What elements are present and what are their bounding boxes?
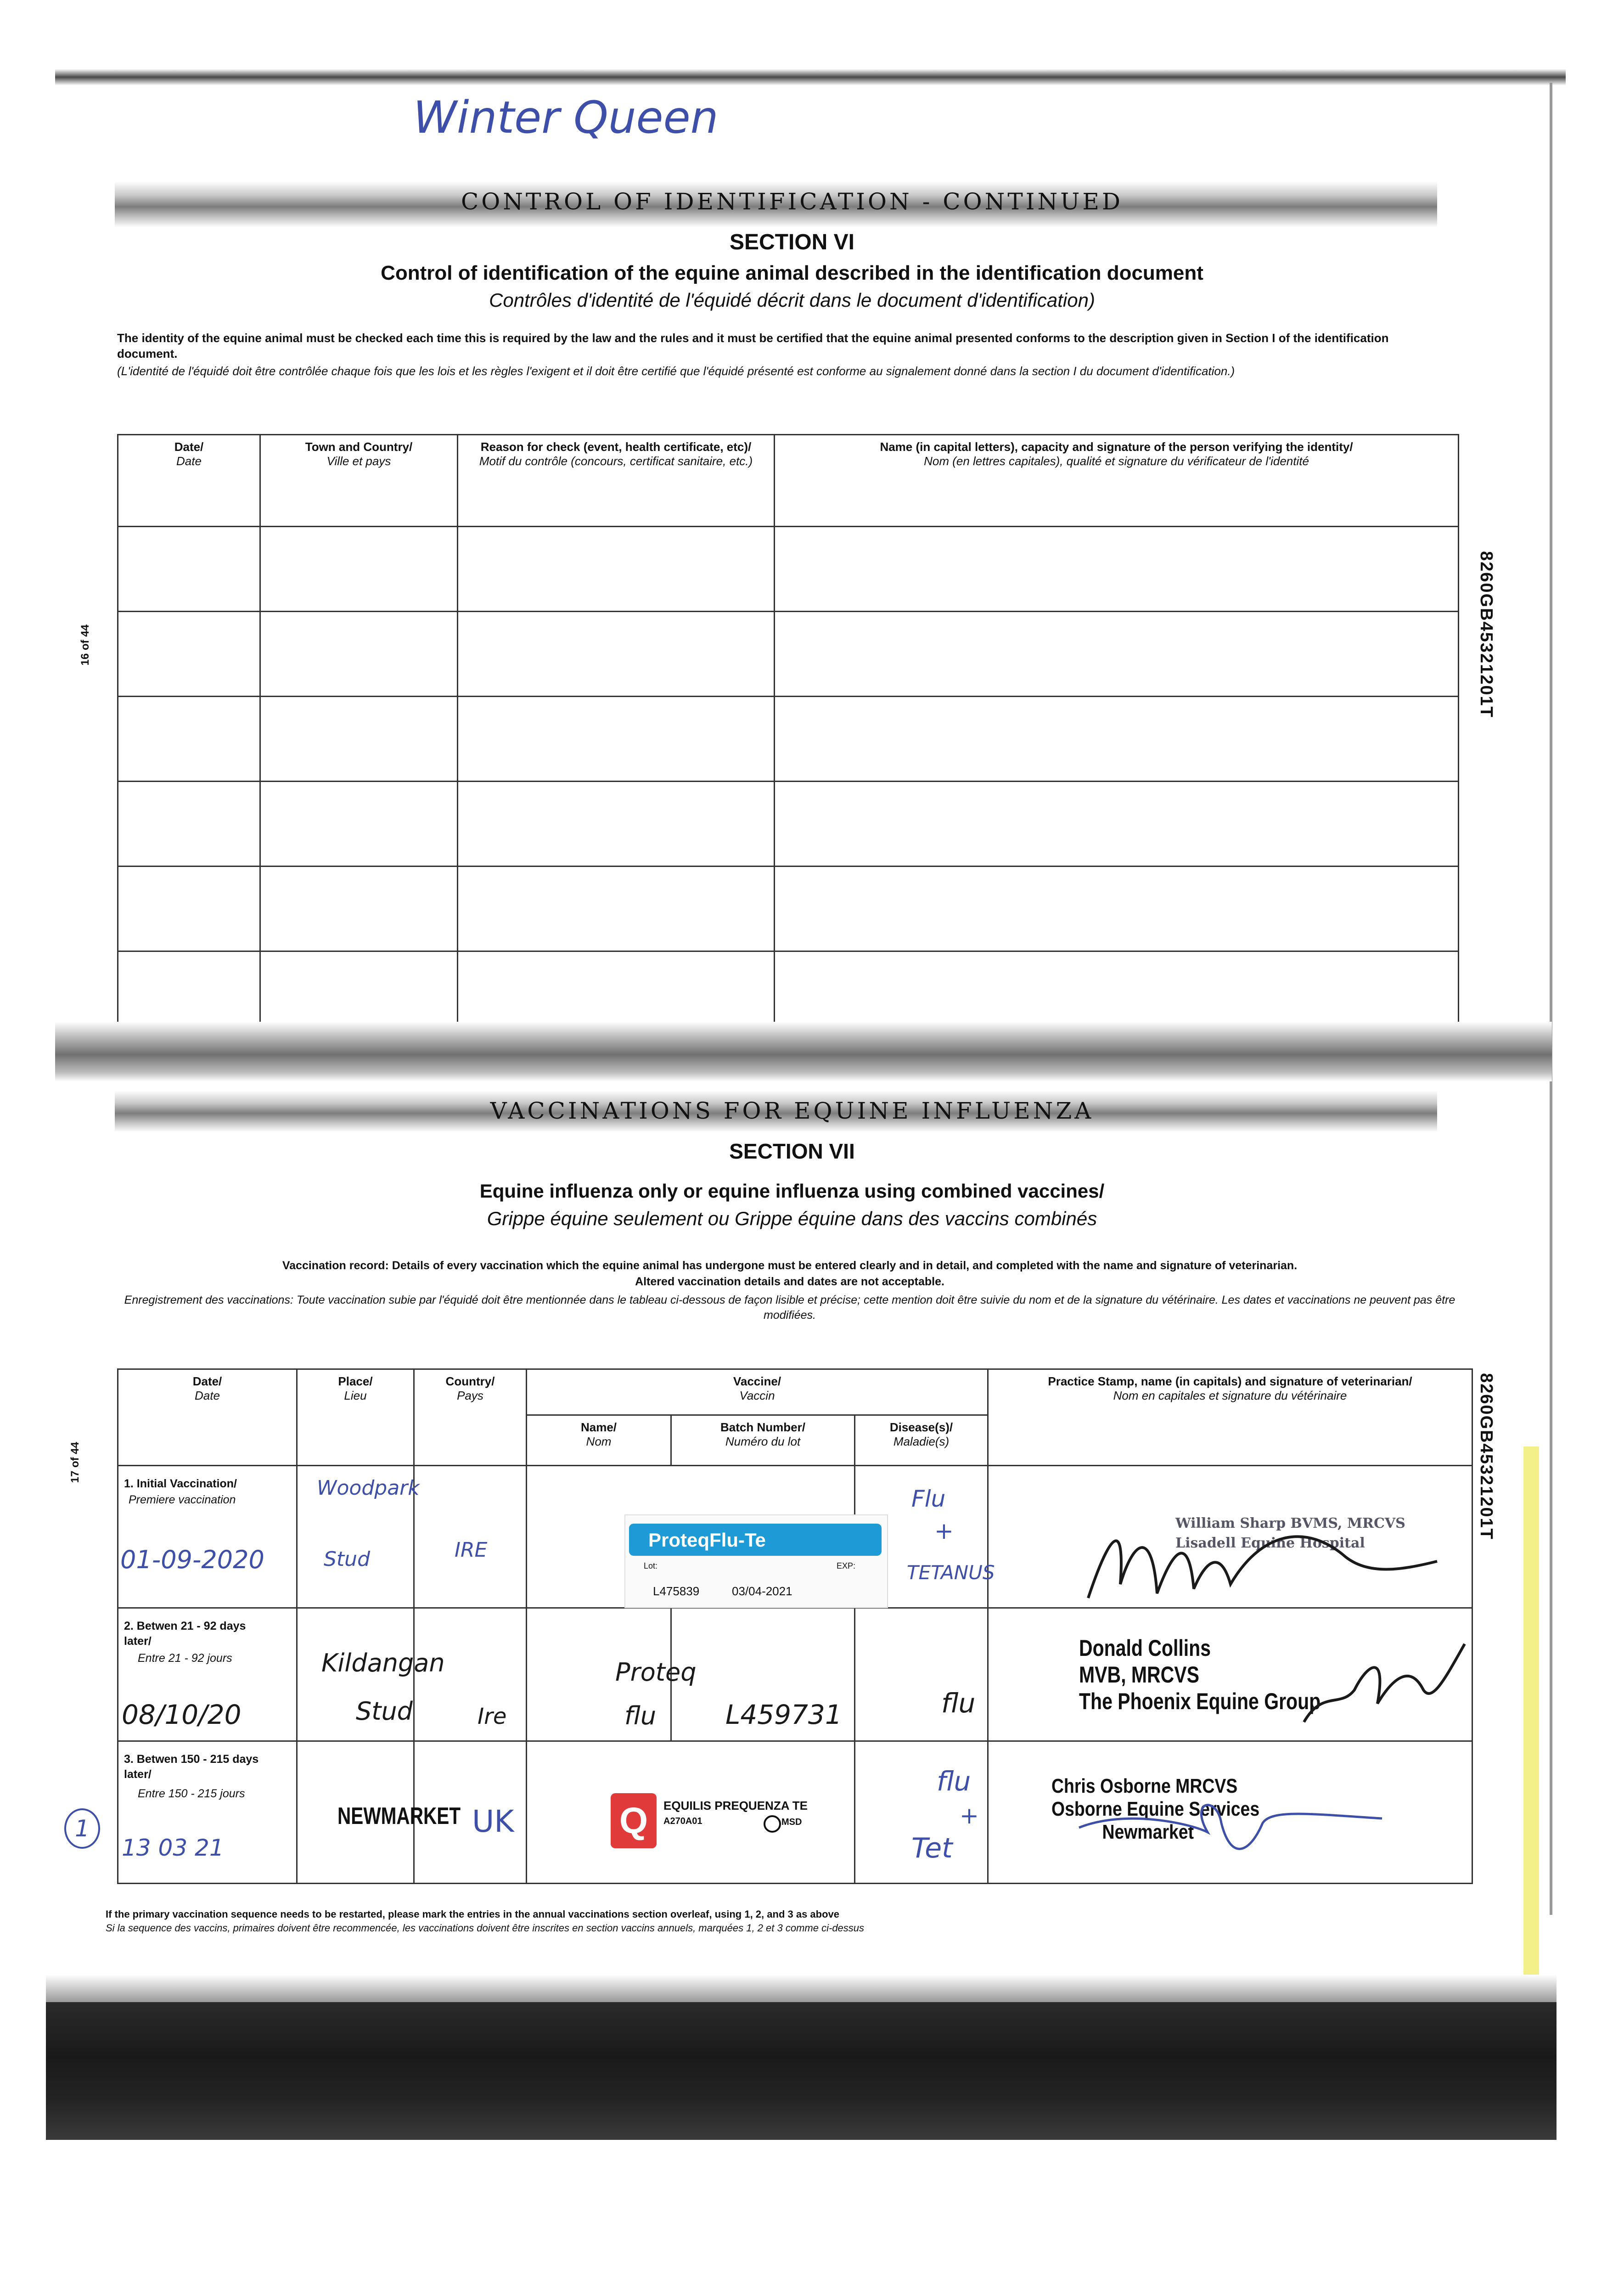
- row3-vet-town: Newmarket: [1102, 1821, 1194, 1843]
- row3-disease-a: flu: [937, 1766, 971, 1797]
- section6-intro-en: The identity of the equine animal must be checked each time this is required by the law and the rules and it must be certified that the equine animal presented conforms to the description given in Section I of the identification document.: [117, 331, 1389, 360]
- hdr-disease: Disease(s)/: [889, 1420, 953, 1434]
- row2-vet-name: Donald Collins: [1079, 1635, 1211, 1661]
- hdr-date-fr: Date: [195, 1389, 220, 1403]
- proteq-lot: L475839: [653, 1584, 700, 1598]
- row2-disease: flu: [941, 1688, 976, 1719]
- table-row: [118, 527, 1459, 612]
- table-row: [118, 697, 1459, 782]
- yellow-sticky-edge: [1523, 1446, 1539, 1979]
- row1-place-b: Stud: [324, 1548, 370, 1571]
- row1-date: 01-09-2020: [120, 1545, 264, 1574]
- table-row: [118, 612, 1459, 697]
- scan-right-edge: [1550, 83, 1552, 1915]
- footnote-en: If the primary vaccination sequence needs to be restarted, please mark the entries in the annual vaccinations section overleaf, using 1, 2, and 3 as above: [106, 1908, 840, 1920]
- identity-check-table: [117, 434, 1459, 1028]
- row1-label: 1. Initial Vaccination/: [124, 1477, 237, 1490]
- row2-batch: L459731: [725, 1699, 842, 1730]
- section6-heading: CONTROL OF IDENTIFICATION - CONTINUED: [461, 188, 1124, 215]
- equilis-q-logo: Q: [611, 1793, 657, 1848]
- row2-vaccine-a: Proteq: [615, 1658, 697, 1687]
- section7-title-en: Equine influenza only or equine influenza using combined vaccines/: [479, 1180, 1105, 1202]
- scan-bottom-shadow: [46, 1975, 1557, 2002]
- section6-title-en: Control of identification of the equine animal described in the identification document: [381, 262, 1203, 284]
- hdr-place-fr: Lieu: [344, 1389, 367, 1403]
- identity-check-header-row: [118, 435, 1459, 527]
- proteq-lot-label: Lot:: [644, 1561, 658, 1570]
- row2-place-b: Stud: [356, 1697, 413, 1726]
- row2-date: 08/10/20: [122, 1699, 242, 1730]
- vaccination-header-row: [118, 1369, 1472, 1415]
- row3-vet-name: Chris Osborne MRCVS: [1051, 1775, 1238, 1797]
- row3-place: NEWMARKET: [337, 1803, 461, 1829]
- row3-disease-plus: +: [960, 1802, 979, 1829]
- row1-disease-b: TETANUS: [907, 1561, 995, 1584]
- col-verifier-fr: Nom (en lettres capitales), qualité et signature du vérificateur de l'identité: [924, 454, 1309, 468]
- vaccination-record-en-2: Altered vaccination details and dates are not acceptable.: [635, 1275, 944, 1288]
- proteq-vaccine-name: ProteqFlu-Te: [648, 1529, 766, 1551]
- table-row: [118, 951, 1459, 1027]
- section6-number: SECTION VI: [729, 230, 855, 254]
- col-town: Town and Country/: [305, 440, 413, 454]
- hdr-batch: Batch Number/: [720, 1420, 805, 1434]
- hdr-vaccine-name-fr: Nom: [586, 1435, 612, 1449]
- hdr-vaccine-name: Name/: [580, 1420, 617, 1434]
- proteq-exp-label: EXP:: [837, 1561, 856, 1570]
- col-date-fr: Date: [176, 454, 202, 468]
- row3-margin-mark: 1: [64, 1808, 100, 1849]
- row1-disease-a: Flu: [911, 1486, 946, 1512]
- side-code-top: 8260GB45321201T: [1477, 551, 1496, 718]
- section7-heading: VACCINATIONS FOR EQUINE INFLUENZA: [490, 1097, 1094, 1124]
- section7-number: SECTION VII: [729, 1139, 855, 1163]
- row2-place-a: Kildangan: [321, 1649, 445, 1677]
- row1-country: IRE: [455, 1538, 488, 1562]
- col-date: Date/: [174, 440, 204, 454]
- row2-label-fr: Entre 21 - 92 jours: [138, 1652, 232, 1665]
- row3-vet-practice: Osborne Equine Services: [1051, 1798, 1260, 1820]
- table-row: [118, 867, 1459, 951]
- row1-vet-name: William Sharp BVMS, MRCVS: [1175, 1515, 1405, 1531]
- hdr-vaccine: Vaccine/: [733, 1374, 781, 1388]
- row1-disease-plus: +: [934, 1518, 954, 1544]
- row1-place-a: Woodpark: [317, 1476, 420, 1500]
- section6-intro-fr: (L'identité de l'équidé doit être contrôlée chaque fois que les lois et les règles l'exigent et il doit être certifié que l'équidé présenté est conforme au signalement donné dans la section I du document d'identification.): [117, 364, 1235, 378]
- hdr-practice-fr: Nom en capitales et signature du vétérinaire: [1113, 1389, 1347, 1403]
- row3-label-fr: Entre 150 - 215 jours: [138, 1787, 245, 1800]
- hdr-vaccine-fr: Vaccin: [739, 1389, 775, 1403]
- row2-country: Ire: [478, 1704, 507, 1729]
- vaccination-record-en: Vaccination record: Details of every vaccination which the equine animal has undergone must be entered clearly and in detail, and completed with the name and signature of veterinarian.: [282, 1259, 1298, 1272]
- row2-vet-signature: [1295, 1635, 1469, 1736]
- col-reason-fr: Motif du contrôle (concours, certificat sanitaire, etc.): [479, 454, 753, 468]
- row3-date: 13 03 21: [122, 1835, 224, 1861]
- equilis-vaccine-code: A270A01: [663, 1816, 702, 1826]
- row2-vet-practice: The Phoenix Equine Group: [1079, 1688, 1321, 1714]
- col-town-fr: Ville et pays: [326, 454, 391, 468]
- row3-vet-signature: [1070, 1782, 1391, 1874]
- row1-vet-signature: [1070, 1502, 1446, 1612]
- footnote-fr: Si la sequence des vaccins, primaires doivent être recommencée, les vaccinations doivent être inscrites en section vaccins annuels, marquées 1, 2 et 3 comme ci-dessus: [106, 1922, 865, 1934]
- scan-top-edge: [55, 69, 1566, 85]
- hdr-country-fr: Pays: [457, 1389, 483, 1403]
- row1-label-fr: Premiere vaccination: [129, 1493, 236, 1506]
- hdr-date: Date/: [192, 1374, 222, 1388]
- row1-vet-practice: Lisadell Equine Hospital: [1175, 1535, 1365, 1551]
- msd-logo-icon: [764, 1815, 781, 1833]
- hdr-practice: Practice Stamp, name (in capitals) and signature of veterinarian/: [1048, 1374, 1412, 1388]
- equilis-vaccine-maker: MSD: [781, 1817, 802, 1827]
- section7-title-fr: Grippe équine seulement ou Grippe équine dans des vaccins combinés: [487, 1208, 1097, 1229]
- proteq-exp: 03/04-2021: [732, 1584, 792, 1598]
- row2-label: 2. Betwen 21 - 92 days later/: [124, 1620, 246, 1648]
- page-label-17: 17 of 44: [69, 1442, 81, 1483]
- horse-name: Winter Queen: [413, 92, 719, 143]
- equilis-label-sticker: [611, 1793, 859, 1857]
- page-label-16: 16 of 44: [79, 625, 91, 666]
- col-verifier: Name (in capital letters), capacity and signature of the person verifying the identity/: [880, 440, 1353, 454]
- side-code-bottom: 8260GB45321201T: [1477, 1373, 1496, 1540]
- page-fold-band: [55, 1022, 1552, 1081]
- hdr-place: Place/: [338, 1374, 373, 1388]
- row3-disease-b: Tet: [911, 1832, 953, 1864]
- equilis-vaccine-name: EQUILIS PREQUENZA TE: [663, 1799, 808, 1812]
- section6-title-fr: Contrôles d'identité de l'équidé décrit dans le document d'identification): [489, 289, 1095, 311]
- row2-vaccine-b: flu: [624, 1701, 657, 1730]
- vaccination-record-fr: Enregistrement des vaccinations: Toute vaccination subie par l'équidé doit être mentionnée dans le tableau ci-dessous de façon lisible et précise; cette mention doit être suivie du nom et de la signature du vétérinaire. Les dates et vaccinations ne peuvent pas être modifiées.: [124, 1294, 1455, 1322]
- hdr-disease-fr: Maladie(s): [893, 1435, 950, 1449]
- row2-vet-quals: MVB, MRCVS: [1079, 1662, 1199, 1688]
- proteq-label-sticker: [624, 1514, 888, 1608]
- col-reason: Reason for check (event, health certificate, etc)/: [480, 440, 752, 454]
- scan-bottom-band: [46, 2002, 1557, 2140]
- row3-label: 3. Betwen 150 - 215 days later/: [124, 1753, 259, 1781]
- hdr-batch-fr: Numéro du lot: [725, 1435, 801, 1449]
- row3-country: UK: [472, 1804, 514, 1839]
- table-row: [118, 782, 1459, 867]
- hdr-country: Country/: [445, 1374, 495, 1388]
